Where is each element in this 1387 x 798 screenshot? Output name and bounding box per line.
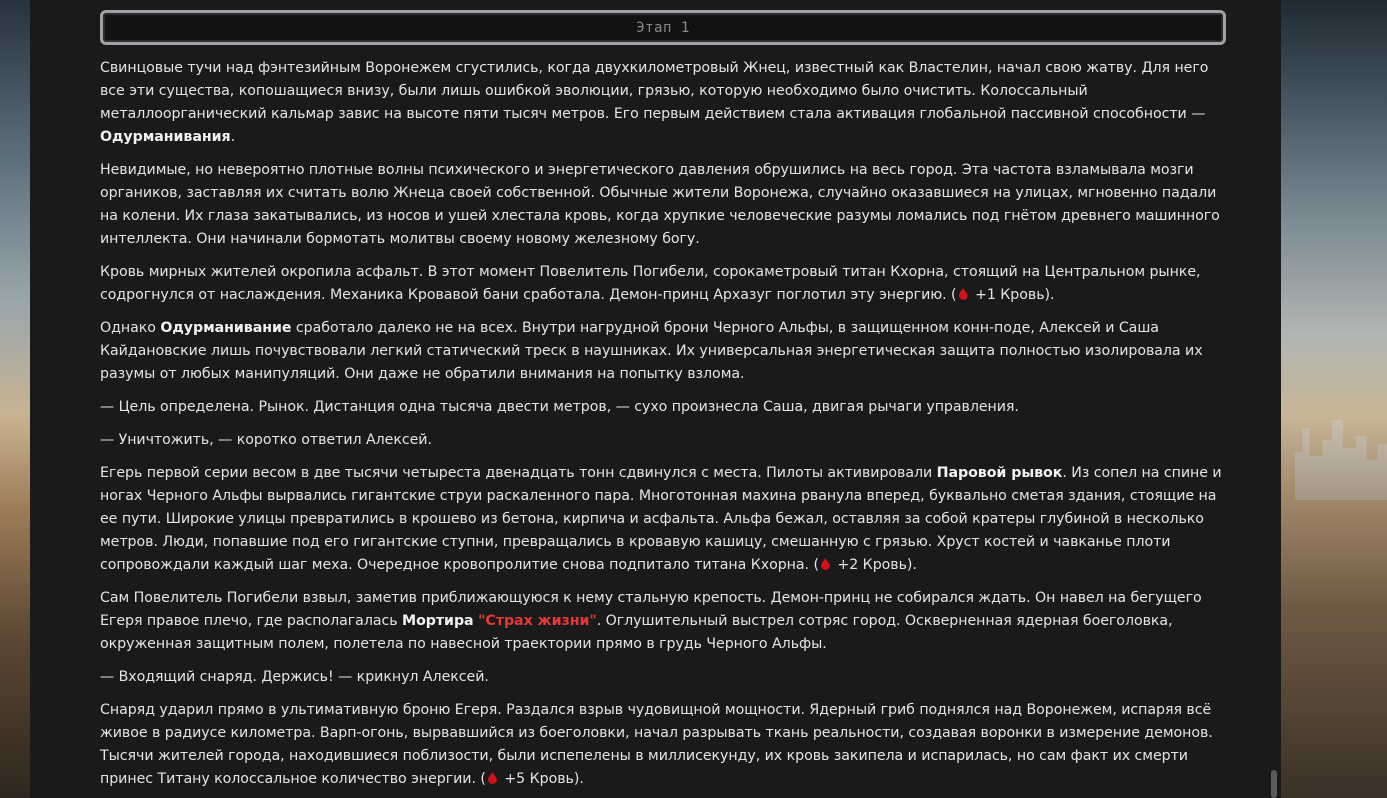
story-text-segment: +2 Кровь). [832, 557, 917, 573]
story-text-segment: Невидимые, но невероятно плотные волны психического и энергетического давления обрушились на весь город. Эта частота взламывала мозги органиков, заставляя их считать волю Жнеца своей собственной. Обычные жители Воронежа, случайно оказавшиеся на улицах, мгновенно падали на колени. Их глаза закатывались, из носов и ушей хлестала кровь, когда хрупкие человеческие разумы ломались под гнётом древнего машинного интеллекта. Они начинали бормотать молитвы своему новому железному богу. [100, 162, 1220, 247]
story-paragraph [100, 429, 1230, 452]
story-paragraph [100, 261, 1230, 307]
story-text-segment: Свинцовые тучи над фэнтезийным Воронежем сгустились, когда двухкилометровый Жнец, известный как Властелин, начал свою жатву. Для него все эти существа, копошащиеся внизу, были лишь ошибкой эволюции, грязью, которую необходимо было очистить. Колоссальный металлоорганический кальмар завис на высоте пяти тысяч метров. Его первым действием стала активация глобальной пассивной способности — [100, 60, 1209, 122]
emphasis-term: Мортира [402, 613, 474, 629]
story-text-segment: Сам Повелитель Погибели взвыл, заметив приближающуюся к нему стальную крепость. Демон-принц не собирался ждать. Он навел на бегущего Егеря правое плечо, где располагалась [100, 590, 1202, 629]
story-text-segment: Егерь первой серии весом в две тысячи четыреста двенадцать тонн сдвинулся с места. Пилоты активировали [100, 465, 937, 481]
story-text-segment: — Входящий снаряд. Держись! — крикнул Алексей. [100, 669, 489, 685]
blood-drop-icon [959, 288, 968, 300]
story-text-segment: . Оглушительный выстрел сотряс город. Оскверненная ядерная боеголовка, окруженная защитным полем, полетела по навесной траектории прямо в грудь Черного Альфы. [100, 613, 1173, 652]
story-text-segment: +1 Кровь). [970, 287, 1055, 303]
story-paragraph [100, 396, 1230, 419]
scrollbar[interactable] [1267, 0, 1281, 798]
story-paragraph [100, 699, 1230, 791]
story-paragraph [100, 666, 1230, 689]
background-landscape-right [1281, 0, 1387, 798]
emphasis-term: Одурманивание [160, 320, 292, 336]
story-text-segment: — Уничтожить, — коротко ответил Алексей. [100, 432, 432, 448]
blood-drop-icon [488, 772, 497, 784]
story-paragraph [100, 587, 1230, 656]
story-text-segment: Кровь мирных жителей окропила асфальт. В этот момент Повелитель Погибели, сорокаметровый титан Кхорна, стоящий на Центральном рынке, содрогнулся от наслаждения. Механика Кровавой бани сработала. Демон-принц Архазуг поглотил эту энергию. ( [100, 264, 1201, 303]
story-paragraph [100, 159, 1230, 251]
blood-drop-icon [821, 558, 830, 570]
story-text-segment: . [230, 129, 236, 145]
story-text-segment: сработало далеко не на всех. Внутри нагрудной брони Черного Альфы, в защищенном конн-поде, Алексей и Саша Кайдановские лишь почувствовали легкий статический треск в наушниках. Их универсальная энергетическая защита полностью изолировала их разумы от любых манипуляций. Они даже не обратили внимания на попытку взлома. [100, 320, 1203, 382]
stage-header [100, 10, 1226, 45]
stage-label: Этап 1 [636, 19, 690, 36]
story-reader-panel [30, 0, 1281, 798]
story-paragraph [100, 57, 1230, 149]
story-text-segment: Снаряд ударил прямо в ультимативную броню Егеря. Раздался взрыв чудовищной мощности. Ядерный гриб поднялся над Воронежем, испаряя всё живое в радиусе километра. Варп-огонь, вырвавшийся из боеголовки, начал разрывать ткань реальности, создавая воронки в измерение демонов. Тысячи жителей города, находившиеся поблизости, были испепелены в миллисекунду, их кровь закипела и испарилась, но сам факт их смерти принес Титану колоссальное количество энергии. ( [100, 702, 1213, 787]
story-paragraph [100, 462, 1230, 577]
story-text-segment: +5 Кровь). [499, 771, 584, 787]
story-text-segment: . Из сопел на спине и ногах Черного Альфы вырвались гигантские струи раскаленного пара. Многотонная махина рванула вперед, буквально сметая здания, стоящие на ее пути. Широкие улицы превратились в крошево из бетона, кирпича и асфальта. Альфа бежал, оставляя за собой кратеры глубиной в несколько метров. Люди, попавшие под его гигантские ступни, превращались в кровавую кашицу, смешанную с грязью. Хруст костей и чавканье плоти сопровождали каждый шаг меха. Очередное кровопролитие снова подпитало титана Кхорна. ( [100, 465, 1222, 573]
story-text [100, 57, 1230, 798]
background-landscape-left [0, 0, 30, 798]
emphasis-term: Паровой рывок [936, 465, 1063, 481]
story-text-segment: — Цель определена. Рынок. Дистанция одна тысяча двести метров, — сухо произнесла Саша, двигая рычаги управления. [100, 399, 1019, 415]
scrollbar-thumb[interactable] [1271, 770, 1277, 798]
story-text-segment: Однако [100, 320, 161, 336]
emphasis-term: Одурманивания [100, 129, 231, 145]
story-paragraph [100, 317, 1230, 386]
highlighted-ability: "Страх жизни" [478, 613, 597, 629]
